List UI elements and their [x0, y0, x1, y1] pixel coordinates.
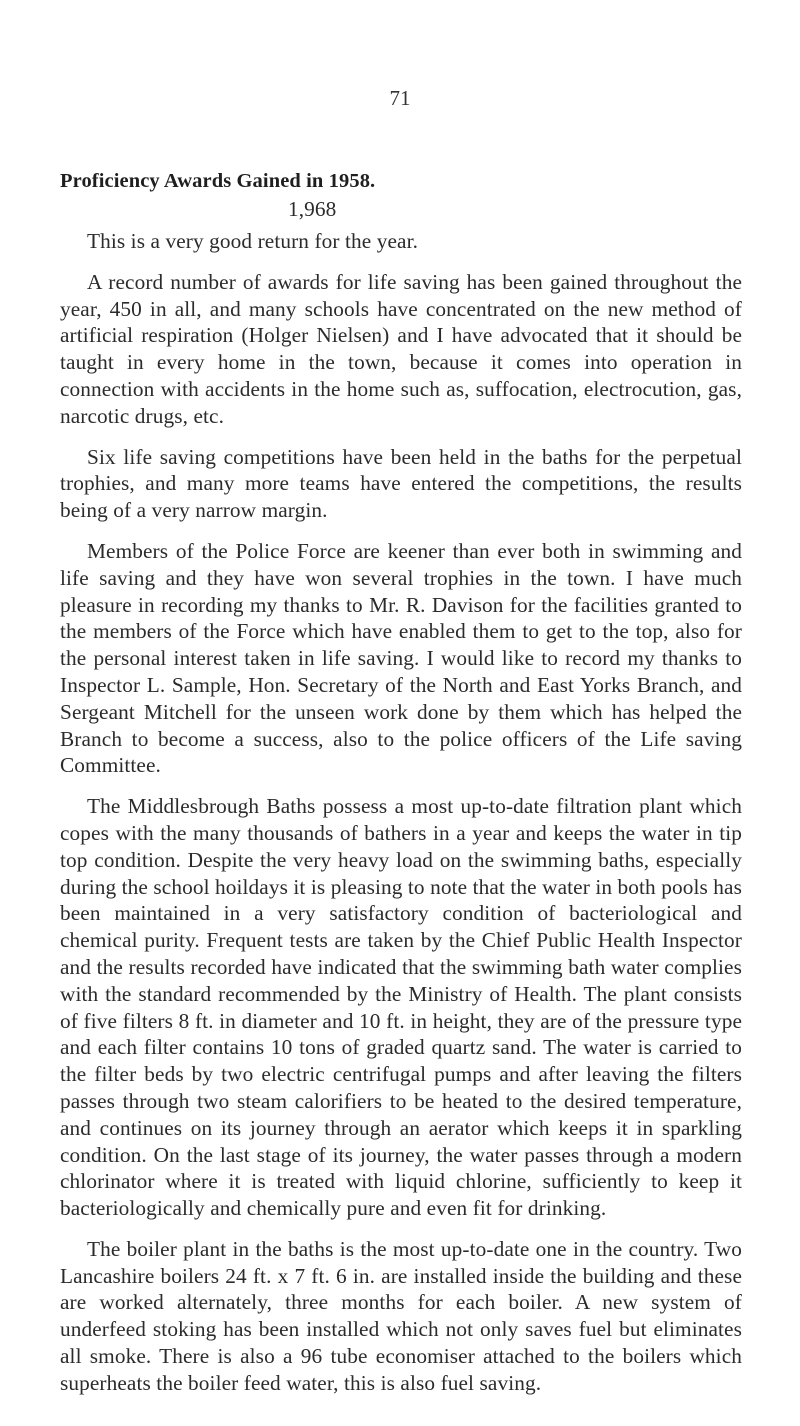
- paragraph: This is a very good return for the year.: [87, 229, 419, 253]
- paragraph: A record number of awards for life saving has been gained throughout the year, 450 in all, and many schools have concentrated on the new method of artificial respiration (Holger Nielsen) and I have advocated that it should be taught in every home in the town, because it comes into operation in connection with accidents in the home such as, suffocation, electrocution, gas, narcotic drugs, etc.: [60, 269, 742, 428]
- paragraph: The Middlesbrough Baths possess a most up-to-date filtration plant which copes with the many thousands of bathers in a year and keeps the water in tip top condition. Despite the very heavy load on the swimming baths, especially during the school hoildays it is pleasing to note that the water in both pools has been maintained in a very satisfactory condition of bacteriological and chemical purity. Frequent tests are taken by the Chief Public Health Inspector and the results recorded have indicated that the swimming bath water complies with the standard recommended by the Ministry of Health. The plant consists of five filters 8 ft. in diameter and 10 ft. in height, they are of the pressure type and each filter contains 10 tons of graded quartz sand. The water is carried to the filter beds by two electric centrifugal pumps and after leaving the filters passes through two steam calorifiers to be heated to the desired temperature, and continues on its journey through an aerator which keeps it in sparkling condition. On the last stage of its journey, the water passes through a modern chlorinator where it is treated with liquid chlorine, sufficiently to keep it bacteriologically and chemically pure and even fit for drinking.: [60, 794, 742, 1221]
- section-heading: Proficiency Awards Gained in 1958.: [60, 170, 376, 192]
- awards-total: 1,968: [288, 197, 337, 221]
- page-body: [60, 168, 742, 1411]
- paragraph: The boiler plant in the baths is the most up-to-date one in the country. Two Lancashire boilers 24 ft. x 7 ft. 6 in. are installed inside the building and these are worked alternately, three months for each boiler. A new system of underfeed stoking has been installed which not only saves fuel but eliminates all smoke. There is also a 96 tube economiser attached to the boilers which superheats the boiler feed water, this is also fuel saving.: [60, 1236, 742, 1395]
- page-number: 71: [389, 86, 411, 110]
- paragraph: Members of the Police Force are keener than ever both in swimming and life saving and they have won several trophies in the town. I have much pleasure in recording my thanks to Mr. R. Davison for the facilities granted to the members of the Force which have enabled them to get to the top, also for the personal interest taken in life saving. I would like to record my thanks to Inspector L. Sample, Hon. Secretary of the North and East Yorks Branch, and Sergeant Mitchell for the unseen work done by them which has helped the Branch to become a success, also to the police officers of the Life saving Committee.: [60, 538, 742, 778]
- paragraph: Six life saving competitions have been held in the baths for the perpetual trophies, and many more teams have entered the competitions, the results being of a very narrow margin.: [60, 444, 742, 523]
